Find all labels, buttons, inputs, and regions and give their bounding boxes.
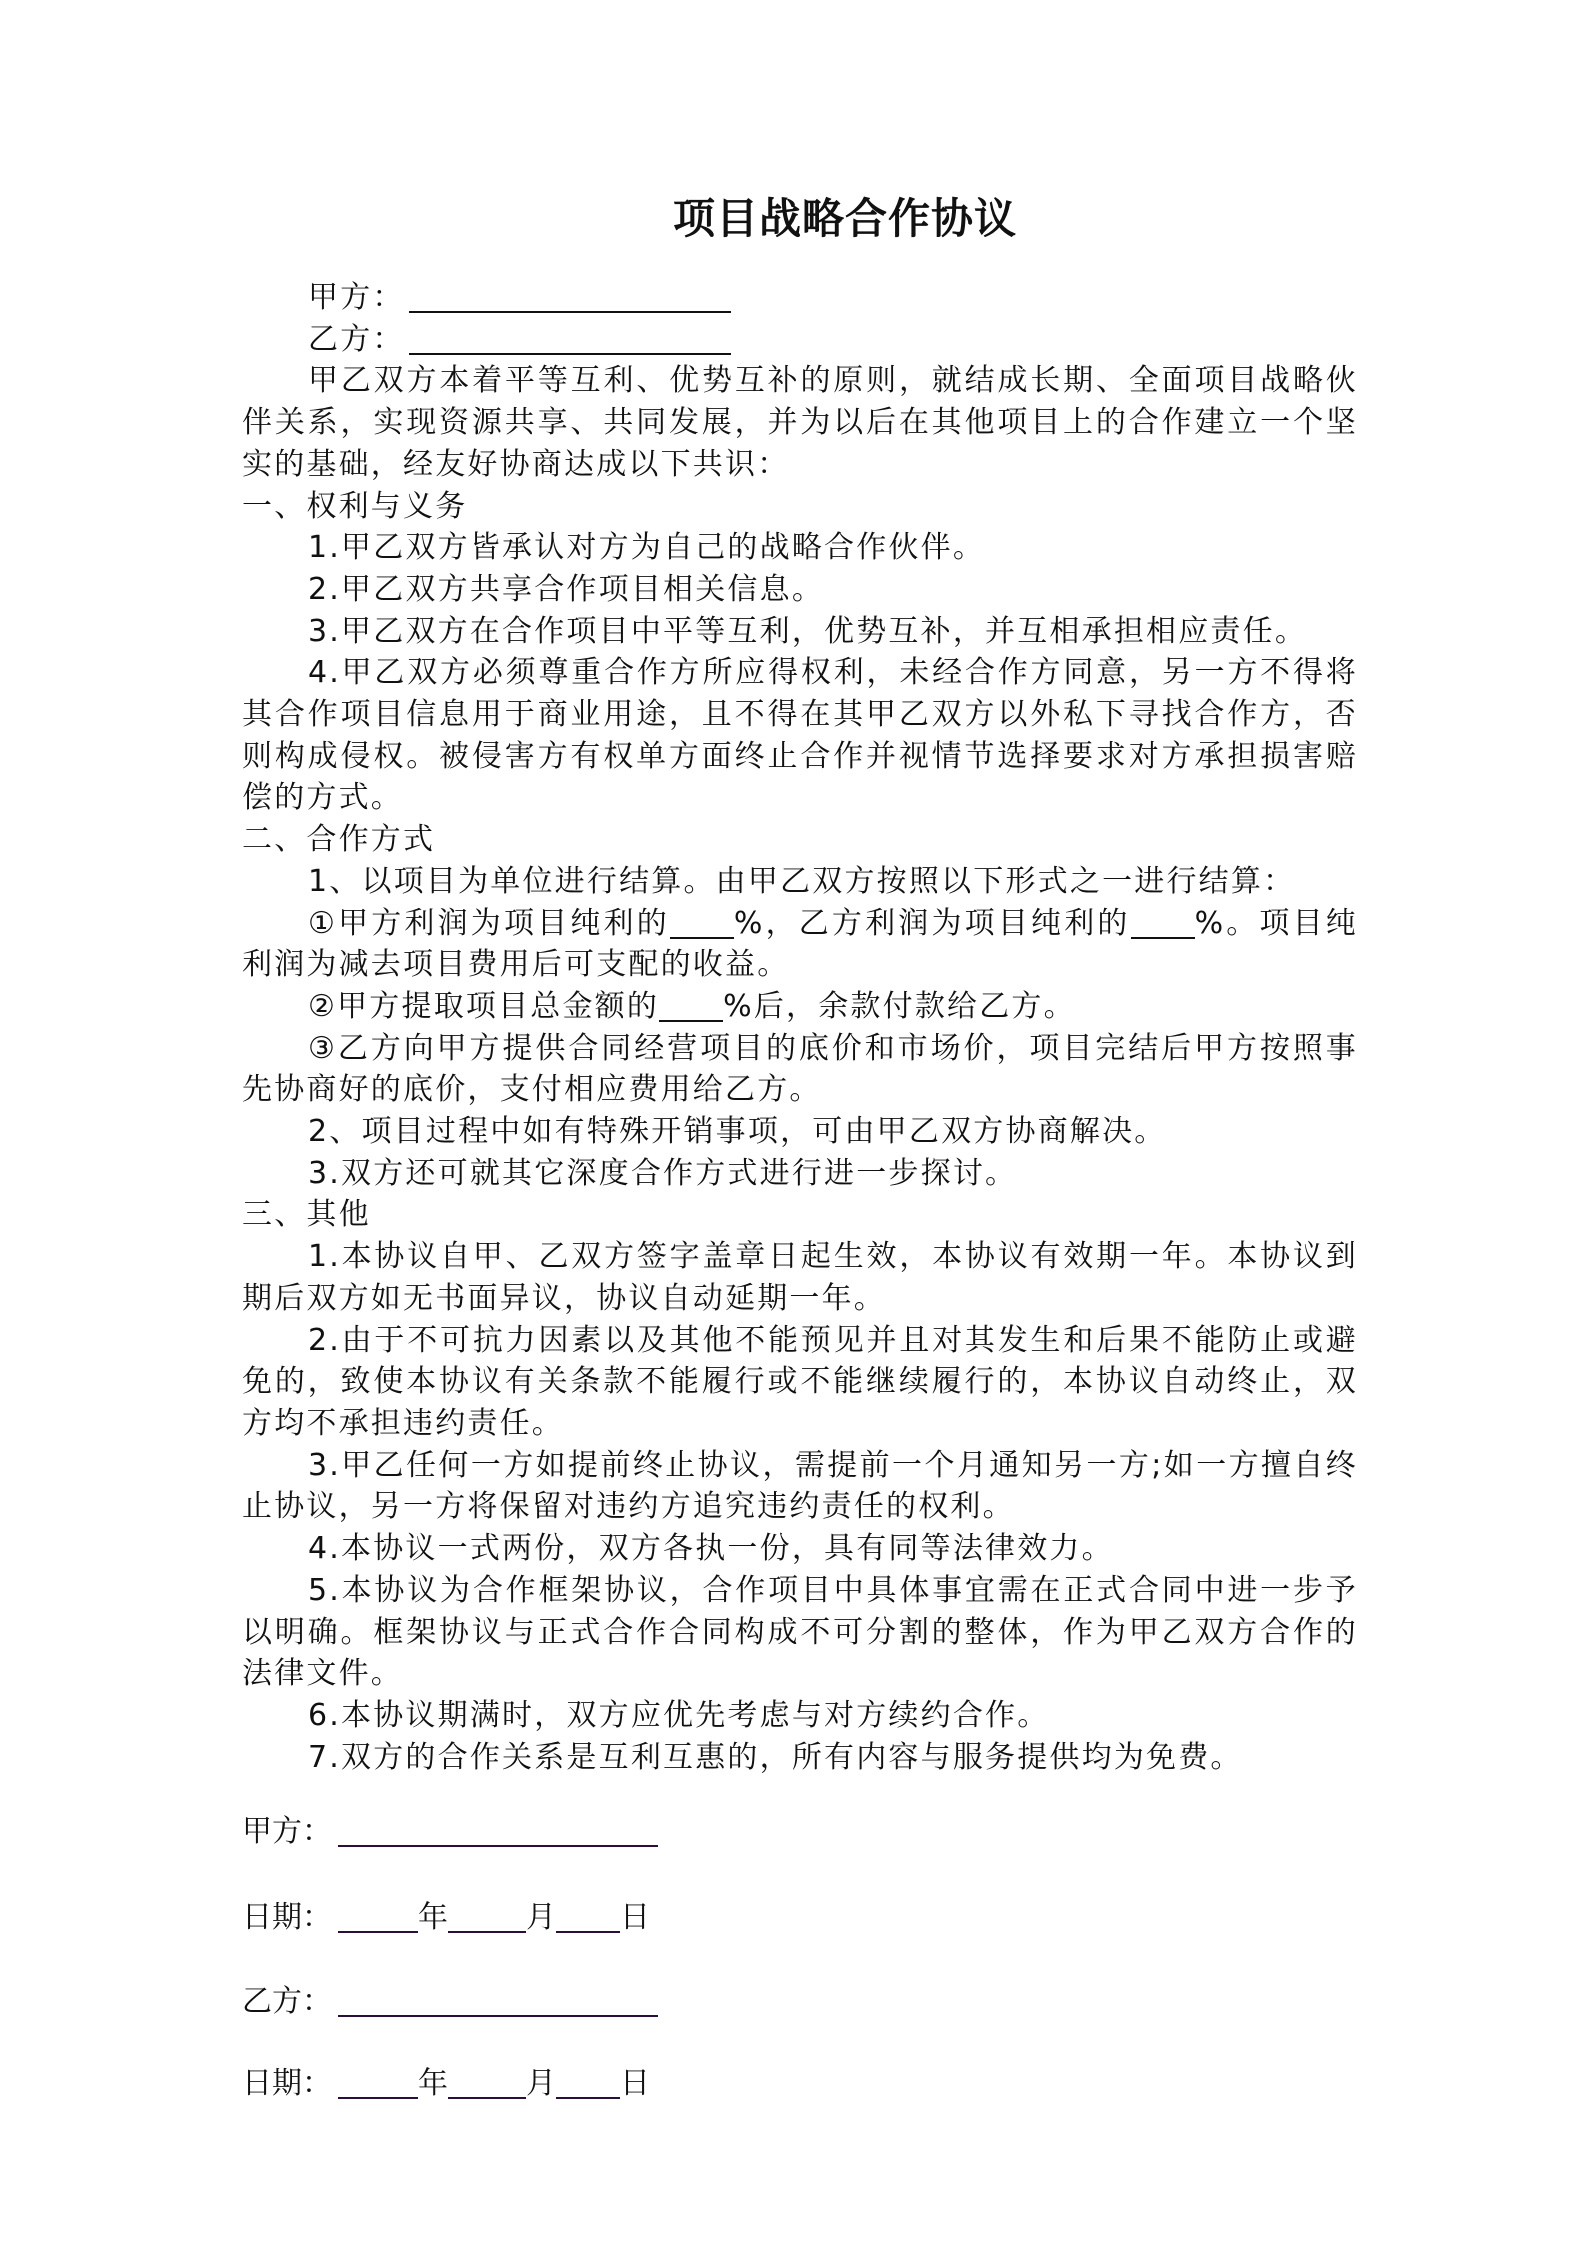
section-1-item: 1.甲乙双方皆承认对方为自己的战略合作伙伴。 [308, 530, 986, 566]
option-2-text-b: %后，余款付款给乙方。 [723, 988, 1076, 1024]
section-1-item: 4.甲乙双方必须尊重合作方所应得权利，未经合作方同意，另一方不得将其合作项目信息用于商业用途，且不得在其甲乙双方以外私下寻找合作方，否则构成侵权。被侵害方有权单方面终止合作并视情节选择要求对方承担损害赔偿的方式。 [242, 655, 1358, 816]
party-a-field [242, 277, 1358, 319]
month-label: 月 [526, 2066, 556, 2101]
option-1-text-b: %，乙方利润为项目纯利的 [733, 905, 1131, 941]
option-1-text-a: ①甲方利润为项目纯利的 [308, 905, 670, 941]
day-label: 日 [620, 2066, 650, 2101]
section-3-heading: 三、其他 [242, 1197, 371, 1233]
month-blank[interactable] [448, 2067, 526, 2099]
signature-party-b-label: 乙方： [242, 1984, 332, 2019]
section-2-item: 1、以项目为单位进行结算。由甲乙双方按照以下形式之一进行结算： [308, 863, 1296, 899]
date-label: 日期： [242, 2066, 332, 2101]
section-2-option-2 [242, 986, 1358, 1028]
section-2-heading: 二、合作方式 [242, 822, 436, 858]
year-blank[interactable] [338, 2067, 418, 2099]
signature-party-a-label: 甲方： [242, 1814, 332, 1849]
day-blank[interactable] [556, 2067, 620, 2099]
section-3-item: 4.本协议一式两份，双方各执一份，具有同等法律效力。 [308, 1531, 1114, 1567]
section-1-item: 2.甲乙双方共享合作项目相关信息。 [308, 571, 825, 607]
signature-date-b [242, 2058, 650, 2102]
intro-paragraph: 甲乙双方本着平等互利、优势互补的原则，就结成长期、全面项目战略伙伴关系，实现资源共享、共同发展，并为以后在其他项目上的合作建立一个坚实的基础，经友好协商达成以下共识： [242, 363, 1358, 482]
party-b-label: 乙方： [308, 321, 405, 357]
section-3-item: 1.本协议自甲、乙双方签字盖章日起生效，本协议有效期一年。本协议到期后双方如无书面异议，协议自动延期一年。 [242, 1239, 1358, 1316]
section-3-item: 6.本协议期满时，双方应优先考虑与对方续约合作。 [308, 1697, 1050, 1733]
party-b-field [242, 319, 1358, 361]
document-title: 项目战略合作协议 [672, 194, 1017, 243]
signature-party-b [242, 1976, 658, 2020]
day-label: 日 [620, 1900, 650, 1935]
section-1-heading: 一、权利与义务 [242, 488, 468, 524]
section-2-item: 2、项目过程中如有特殊开销事项，可由甲乙双方协商解决。 [308, 1114, 1167, 1150]
signature-date-a [242, 1892, 650, 1936]
section-3-item: 2.由于不可抗力因素以及其他不能预见并且对其发生和后果不能防止或避免的，致使本协议有关条款不能履行或不能继续履行的，本协议自动终止，双方均不承担违约责任。 [242, 1322, 1358, 1441]
percent-blank-a[interactable] [670, 909, 734, 939]
document-body [242, 280, 1358, 1778]
section-3-item: 7.双方的合作关系是互利互惠的，所有内容与服务提供均为免费。 [308, 1739, 1243, 1775]
party-a-label: 甲方： [308, 280, 405, 315]
section-2-item: 3.双方还可就其它深度合作方式进行进一步探讨。 [308, 1155, 1018, 1191]
month-blank[interactable] [448, 1901, 526, 1933]
party-b-blank[interactable] [409, 323, 731, 355]
year-label: 年 [418, 2066, 448, 2101]
section-2-option-1 [242, 903, 1358, 986]
month-label: 月 [526, 1900, 556, 1935]
section-3-item: 5.本协议为合作框架协议，合作项目中具体事宜需在正式合同中进一步予以明确。框架协议与正式合作合同构成不可分割的整体，作为甲乙双方合作的法律文件。 [242, 1572, 1358, 1692]
option-2-text-a: ②甲方提取项目总金额的 [308, 988, 660, 1024]
year-blank[interactable] [338, 1901, 418, 1933]
day-blank[interactable] [556, 1901, 620, 1933]
signature-party-a [242, 1806, 658, 1850]
year-label: 年 [418, 1900, 448, 1935]
section-3-item: 3.甲乙任何一方如提前终止协议，需提前一个月通知另一方;如一方擅自终止协议，另一方将保留对违约方追究违约责任的权利。 [242, 1447, 1358, 1525]
option-1-text-c: %。项目纯利润为减去项目费用后可支配的收益。 [242, 905, 1358, 983]
signature-party-b-blank[interactable] [338, 1985, 658, 2017]
signature-party-a-blank[interactable] [338, 1815, 658, 1847]
section-2-option-3: ③乙方向甲方提供合同经营项目的底价和市场价，项目完结后甲方按照事先协商好的底价，支付相应费用给乙方。 [242, 1030, 1358, 1108]
date-label: 日期： [242, 1900, 332, 1935]
percent-blank-c[interactable] [659, 992, 723, 1022]
percent-blank-b[interactable] [1131, 909, 1195, 939]
section-1-item: 3.甲乙双方在合作项目中平等互利，优势互补，并互相承担相应责任。 [308, 613, 1308, 649]
party-a-blank[interactable] [409, 281, 731, 313]
